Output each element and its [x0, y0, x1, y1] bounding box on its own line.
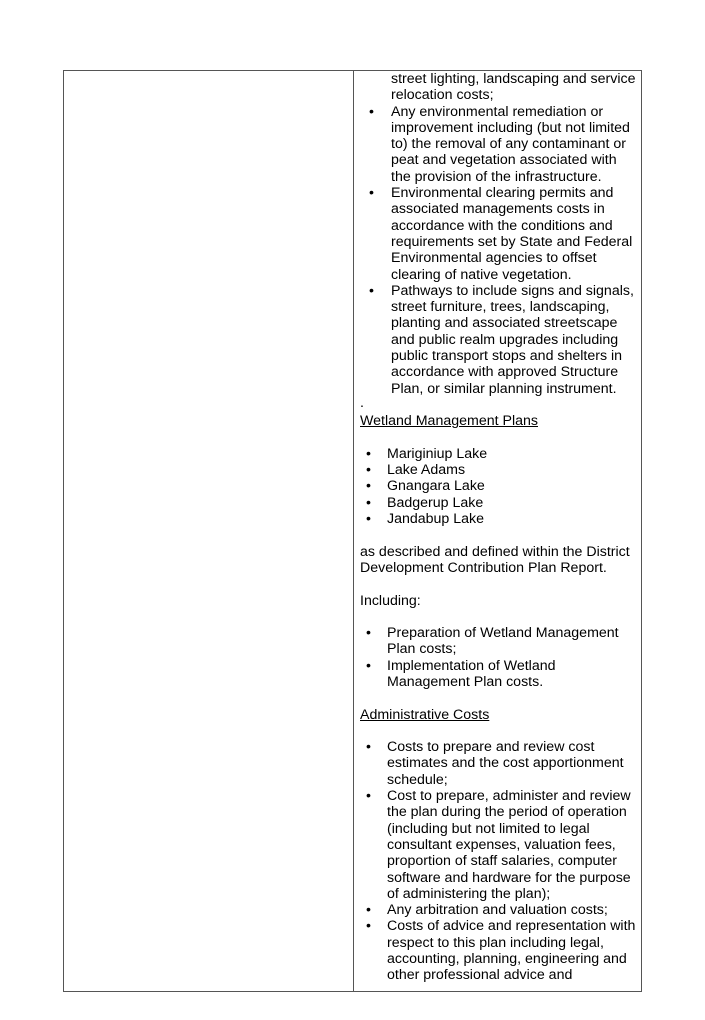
list-item: • Preparation of Wetland Management Plan costs;: [366, 625, 619, 658]
list-item: • Any arbitration and valuation costs;: [366, 902, 608, 919]
list-item: • Environmental clearing permits and associated managements costs in accordance with the conditions and requirements set by State and Federal Environmental agencies to offset clearing of native vegetation.: [369, 185, 633, 283]
bullet-icon: •: [366, 918, 371, 935]
lake-list: [360, 446, 637, 527]
trailing-mark: .: [360, 394, 364, 411]
wetland-cost-list: [360, 625, 637, 690]
bullet-icon: •: [366, 739, 371, 756]
bullet-icon: •: [366, 902, 371, 919]
bullet-icon: •: [366, 478, 371, 495]
wetland-heading: Wetland Management Plans: [360, 413, 538, 430]
including-label: Including:: [360, 592, 421, 609]
list-item: • Gnangara Lake: [366, 478, 485, 495]
bullet-icon: •: [366, 494, 371, 511]
list-item: • Jandabup Lake: [366, 511, 485, 528]
document-table: [63, 70, 642, 992]
list-item: • Lake Adams: [366, 462, 466, 479]
list-item: • Any environmental remediation or improvement including (but not limited to) the removal of any contaminant or peat and vegetation associated with the provision of the infrastructure.: [369, 103, 630, 185]
list-item: • Pathways to include signs and signals, street furniture, trees, landscaping, planting and associated streetscape and public realm upgrades including public transport stops and shelters in accordance with approved Structure Plan, or similar planning instrument.: [369, 282, 634, 397]
bullet-icon: •: [369, 282, 374, 299]
bullet-icon: •: [366, 657, 371, 674]
bullet-icon: •: [369, 103, 374, 120]
bullet-icon: •: [369, 185, 374, 202]
list-item: • Costs to prepare and review cost estimates and the cost apportionment schedule;: [366, 739, 624, 788]
list-item: • Implementation of Wetland Management Plan costs.: [366, 657, 556, 690]
list-item: • Costs of advice and representation with respect to this plan including legal, accounting, planning, engineering and other professional advice and: [366, 918, 636, 984]
list-item: • Badgerup Lake: [366, 494, 484, 511]
right-cell: [360, 71, 637, 984]
bullet-icon: •: [366, 445, 371, 462]
bullet-icon: •: [366, 788, 371, 805]
list-continuation: street lighting, landscaping and service relocation costs;: [391, 71, 636, 104]
bullet-icon: •: [366, 625, 371, 642]
list-item: • Mariginiup Lake: [366, 445, 488, 462]
column-divider: [353, 71, 354, 991]
wetland-description: as described and defined within the District Development Contribution Plan Report.: [360, 543, 630, 576]
list-item: • Cost to prepare, administer and review the plan during the period of operation (including but not limited to legal consultant expenses, valuation fees, proportion of staff salaries, computer software and hardware for the purpose of administering the plan);: [366, 788, 631, 902]
infrastructure-cost-list: [360, 104, 637, 397]
administrative-heading: Administrative Costs: [360, 706, 490, 723]
administrative-cost-list: [360, 739, 637, 983]
bullet-icon: •: [366, 511, 371, 528]
bullet-icon: •: [366, 462, 371, 479]
